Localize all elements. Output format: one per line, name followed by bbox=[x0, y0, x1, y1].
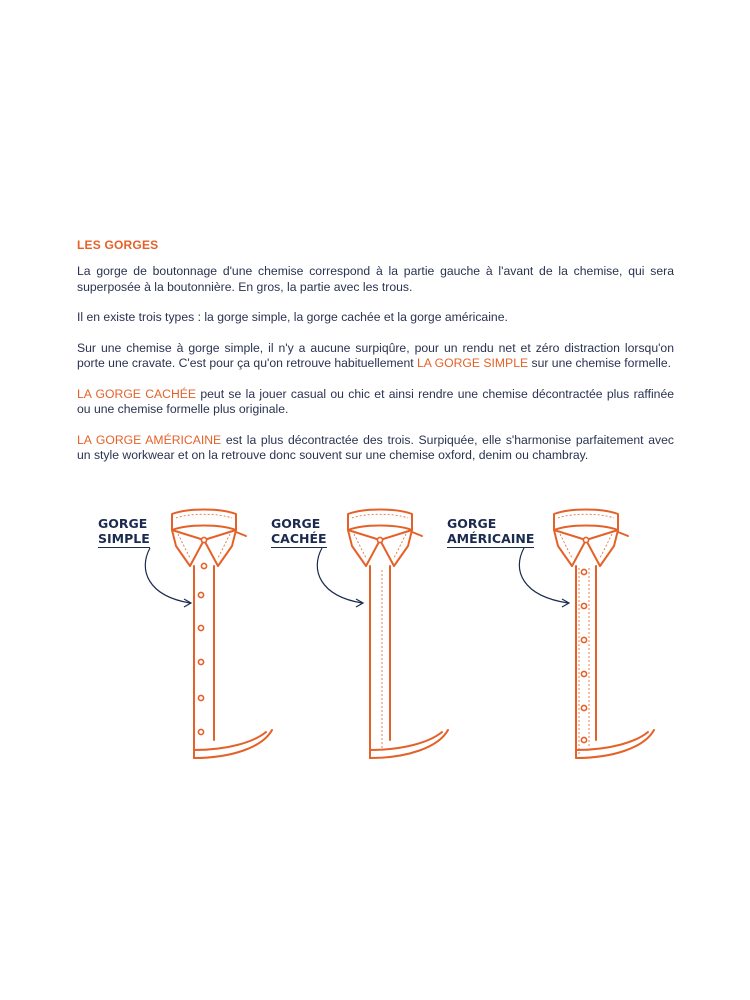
paragraph-simple bbox=[77, 341, 674, 372]
button bbox=[581, 671, 586, 676]
shirt-americaine-illustration bbox=[382, 500, 682, 780]
pointer-arrow bbox=[317, 548, 362, 603]
button bbox=[581, 637, 586, 642]
paragraph-definition: La gorge de boutonnage d'une chemise correspond à la partie gauche à l'avant de la chemise, qui sera superposée à la boutonnière. En gros, la partie avec les trous. bbox=[77, 264, 674, 294]
collar-left-point bbox=[554, 530, 586, 566]
button bbox=[581, 603, 586, 608]
shoulder-line bbox=[618, 532, 628, 536]
paragraph-cachee bbox=[77, 387, 674, 418]
button bbox=[581, 737, 586, 742]
paragraph-simple-text-2: sur une chemise formelle. bbox=[528, 356, 672, 370]
label-gorge-cachee-line2: CACHÉE bbox=[271, 531, 327, 546]
label-gorge-americaine-line1: GORGE bbox=[447, 516, 497, 531]
label-gorge-simple-line2: SIMPLE bbox=[98, 531, 150, 546]
button bbox=[581, 569, 586, 574]
paragraph-americaine bbox=[77, 433, 674, 464]
label-gorge-cachee-line1: GORGE bbox=[271, 516, 321, 531]
placket-illustrations bbox=[0, 500, 750, 780]
highlight-gorge-americaine: LA GORGE AMÉRICAINE bbox=[77, 432, 222, 447]
highlight-gorge-simple: LA GORGE SIMPLE bbox=[417, 356, 529, 370]
collar-band bbox=[554, 510, 618, 531]
section-title: LES GORGES bbox=[77, 238, 159, 252]
article bbox=[77, 238, 674, 479]
paragraph-americaine-text: est la plus décontractée des trois. Surpiquée, elle s'harmonise parfaitement avec un style workwear et on la retrouve donc souvent sur une chemise oxford, denim ou chambray. bbox=[77, 432, 674, 462]
paragraph-types: Il en existe trois types : la gorge simple, la gorge cachée et la gorge américaine. bbox=[77, 310, 508, 324]
highlight-gorge-cachee: LA GORGE CACHÉE bbox=[77, 386, 197, 401]
label-gorge-americaine-line2: AMÉRICAINE bbox=[447, 531, 535, 546]
button bbox=[583, 537, 588, 542]
label-gorge-simple-line1: GORGE bbox=[98, 516, 148, 531]
collar-left-point bbox=[348, 530, 380, 566]
paragraph-simple-text-1: Sur une chemise à gorge simple, il n'y a aucune surpiqûre, pour un rendu net et zéro distraction lorsqu'on porte une cravate. C'est pour ça qu'on retrouve habituellement bbox=[77, 340, 674, 370]
hem-curve bbox=[576, 730, 654, 758]
collar-right-point bbox=[586, 530, 618, 566]
paragraph-cachee-text: peut se la jouer casual ou chic et ainsi rendre une chemise décontractée plus raffinée ou une chemise formelle plus originale. bbox=[77, 386, 674, 416]
button bbox=[581, 705, 586, 710]
pointer-arrow bbox=[519, 548, 568, 603]
